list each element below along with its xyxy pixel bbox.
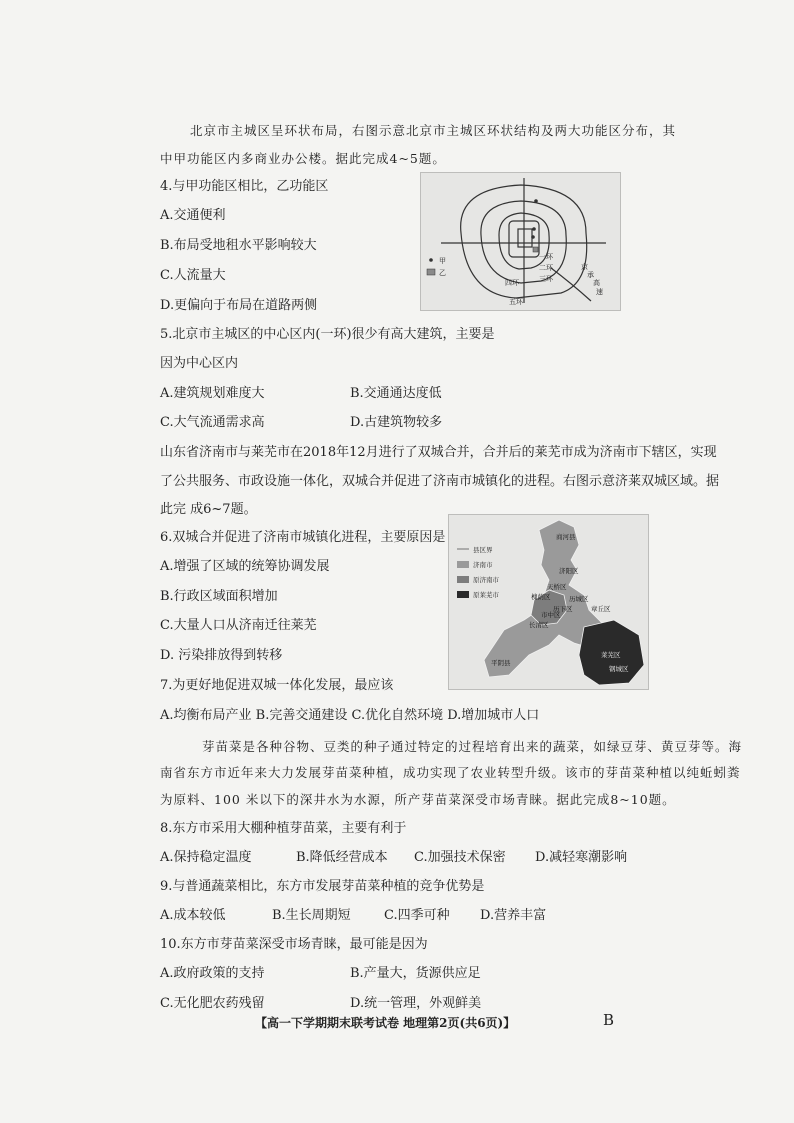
district-zhangqiu: 章丘区 [591, 605, 611, 613]
q9-option-b: B.生长周期短 [272, 908, 351, 923]
ring-label-1: 一环 [539, 253, 553, 261]
q8-option-d: D.减轻寒潮影响 [535, 850, 628, 865]
q6-option-b: B.行政区域面积增加 [160, 589, 278, 604]
q6-option-d: D. 污染排放得到转移 [160, 648, 283, 663]
q4-option-c: C.人流量大 [160, 268, 226, 283]
q10-stem: 10.东方市芽苗菜深受市场青睐，最可能是因为 [160, 937, 428, 952]
intro2-line2: 了公共服务、市政设施一体化，双城合并促进了济南市城镇化的进程。右图示意济莱双城区域。据 [160, 474, 720, 489]
q10-option-c: C.无化肥农药残留 [160, 996, 265, 1011]
district-lixia: 历下区 [553, 605, 573, 613]
legend-jinan-label: 济南市 [473, 561, 493, 569]
q5-option-b: B.交通通达度低 [350, 386, 442, 401]
district-jiyang: 济阳区 [559, 567, 579, 575]
q9-stem: 9.与普通蔬菜相比，东方市发展芽苗菜种植的竞争优势是 [160, 879, 485, 894]
intro1-line1: 北京市主城区呈环状布局，右图示意北京市主城区环状结构及两大功能区分布，其 [190, 123, 677, 138]
intro2-line1: 山东省济南市与莱芜市在2018年12月进行了双城合并，合并后的莱芜市成为济南市下辖区，实现 [160, 445, 717, 460]
district-shanghe: 商河县 [556, 533, 576, 541]
district-shizhong: 市中区 [541, 611, 561, 619]
district-changqing: 长清区 [529, 621, 549, 629]
paper-version-letter: B [603, 1011, 615, 1029]
q4-option-b: B.布局受地租水平影响较大 [160, 238, 317, 253]
intro1-line2: 中甲功能区内多商业办公楼。据此完成4~5题。 [160, 151, 446, 166]
jinan-laiwu-map [448, 514, 649, 690]
q8-option-b: B.降低经营成本 [296, 850, 388, 865]
zone-jia-dot [531, 235, 535, 239]
legend-old-laiwu-box [457, 591, 469, 598]
legend-jia-label: 甲 [439, 257, 446, 265]
q6-stem: 6.双城合并促进了济南市城镇化进程，主要原因是 [160, 530, 446, 545]
jingcheng-expressway [551, 268, 591, 301]
legend-old-jinan-box [457, 576, 469, 583]
q10-option-b: B.产量大，货源供应足 [350, 966, 481, 981]
q5-stem-line1: 5.北京市主城区的中心区内(一环)很少有高大建筑，主要是 [160, 327, 495, 342]
zone-yi-patch [533, 247, 538, 252]
expressway-label-cheng: 承 [587, 271, 594, 279]
district-licheng: 历城区 [569, 595, 589, 603]
beijing-ring-map-svg [421, 173, 620, 310]
q9-option-d: D.营养丰富 [480, 908, 547, 923]
zone-jia-dot [534, 199, 538, 203]
q9-option-c: C.四季可种 [384, 908, 450, 923]
q10-option-d: D.统一管理，外观鲜美 [350, 996, 482, 1011]
ring-label-4: 四环 [505, 279, 519, 287]
q7-stem: 7.为更好地促进双城一体化发展，最应该 [160, 678, 394, 693]
q10-option-a: A.政府政策的支持 [160, 966, 265, 981]
district-huaiyin: 槐荫区 [531, 593, 551, 601]
district-gangcheng: 钢城区 [609, 665, 629, 673]
first-ring-road [518, 229, 532, 247]
q5-option-c: C.大气流通需求高 [160, 415, 265, 430]
q4-option-d: D.更偏向于布局在道路两侧 [160, 298, 318, 313]
legend-jia-dot [429, 258, 433, 262]
q5-option-a: A.建筑规划难度大 [160, 386, 265, 401]
q9-option-a: A.成本较低 [160, 908, 226, 923]
ring-label-3: 三环 [539, 275, 553, 283]
page-footer: 【高一下学期期末联考试卷 地理第2页(共6页)】 [255, 1016, 516, 1030]
district-pingyin: 平阴县 [491, 659, 511, 667]
zone-jia-dot [532, 227, 536, 231]
q8-option-a: A.保持稳定温度 [160, 850, 252, 865]
district-tianqiao: 天桥区 [547, 583, 567, 591]
ring-label-2: 二环 [539, 264, 553, 272]
legend-yi-box [427, 269, 435, 275]
intro3-line2: 南省东方市近年来大力发展芽苗菜种植，成功实现了农业转型升级。该市的芽苗菜种植以纯蚯蚓粪 [160, 765, 741, 780]
legend-old-laiwu-label: 原莱芜市 [473, 591, 499, 599]
intro3-line3: 为原料、100 米以下的深井水为水源，所产芽苗菜深受市场青睐。据此完成8~10题。 [160, 792, 676, 807]
expressway-label-su: 速 [596, 288, 603, 296]
q5-stem-line2: 因为中心区内 [160, 356, 239, 371]
expressway-label-jing: 京 [581, 263, 588, 271]
beijing-ring-map [420, 172, 621, 311]
legend-yi-label: 乙 [439, 269, 446, 277]
expressway-label-gao: 高 [593, 279, 600, 287]
q8-option-c: C.加强技术保密 [414, 850, 506, 865]
jinan-laiwu-map-svg [449, 515, 648, 689]
legend-boundary-label: 县区界 [473, 546, 493, 554]
intro3-line1: 芽苗菜是各种谷物、豆类的种子通过特定的过程培育出来的蔬菜，如绿豆芽、黄豆芽等。海 [202, 739, 743, 754]
district-laiwu: 莱芜区 [601, 651, 621, 659]
q7-options: A.均衡布局产业 B.完善交通建设 C.优化自然环境 D.增加城市人口 [160, 708, 540, 723]
q5-option-d: D.古建筑物较多 [350, 415, 443, 430]
ring-label-5: 五环 [509, 298, 523, 306]
q4-stem: 4.与甲功能区相比，乙功能区 [160, 179, 329, 194]
q8-stem: 8.东方市采用大棚种植芽苗菜，主要有利于 [160, 821, 407, 836]
q4-option-a: A.交通便利 [160, 208, 226, 223]
legend-jinan-box [457, 561, 469, 568]
q6-option-c: C.大量人口从济南迁往莱芜 [160, 618, 317, 633]
intro2-line3: 此完 成6~7题。 [160, 502, 257, 517]
q6-option-a: A.增强了区域的统筹协调发展 [160, 559, 330, 574]
legend-old-jinan-label: 原济南市 [473, 576, 499, 584]
